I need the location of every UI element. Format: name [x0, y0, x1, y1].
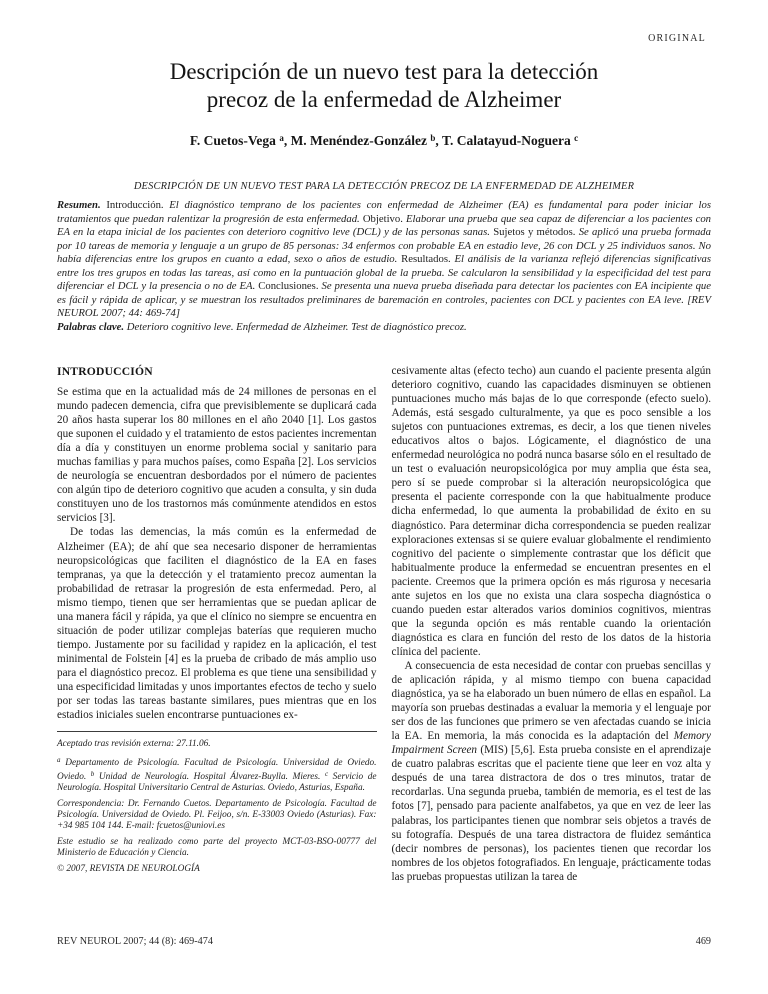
article-title-line1: Descripción de un nuevo test para la detección [169, 59, 599, 84]
page-footer [57, 936, 711, 947]
abstract-section-text: Se aplicó una prueba formada por 10 tareas de memoria y lenguaje a un grupo de 85 personas: 34 enfermos con probable EA en estadio leve, 26 con DCL y 25 individuos sanos. No había diferencias entre los grupos en cuanto a edad, sexo o años de estudio. [57, 226, 711, 265]
abstract-section-head: Introducción. [106, 199, 164, 211]
footnotes-block [57, 731, 377, 875]
footer-citation: REV NEUROL 2007; 44 (8): 469-474 [57, 936, 213, 947]
author-name: T. Calatayud-Noguera [441, 133, 571, 148]
affiliation-text: Departamento de Psicología. Facultad de Psicología. Universidad de Oviedo. Oviedo. [57, 757, 377, 783]
affiliation-sup: a [57, 755, 61, 764]
abstract-section-head: Objetivo. [362, 212, 403, 225]
affiliation-text: Servicio de Neurología. Hospital Universitario Central de Asturias. Oviedo, Asturias, España. [57, 772, 377, 794]
body-paragraph [392, 659, 712, 884]
body-paragraph: cesivamente altas (efecto techo) aun cuando el paciente presenta algún deterioro cognitivo, cuando las capacidades disminuyen se obtienen puntuaciones mucho más bajas de lo que corresponde (efecto suelo). Además, está sesgado culturalmente, ya que es poco sensible a los sujetos con puntuaciones extremas, es decir, a los que tienen niveles educativos altos o bajos. Lógicamente, el diagnóstico de una enfermedad neurológica no podrá nunca basarse sólo en el resultado de un test o evaluación neuropsicológica por muy amplia que ésta sea, pero sí se puede comprobar si la alteración neuropsicológica que presenta el paciente corresponde con la que habitualmente produce dicha enfermedad, lo que aumenta la probabilidad de éxito en su diagnóstico. Para determinar dicha correspondencia se pueden realizar exploraciones extensas si se quiere evaluar globalmente el rendimiento cognitivo del paciente o simplemente contrastar que los déficit que habitualmente produce la enfermedad se encuentran presentes en el paciente. Creemos que la primera opción es más rigurosa y necesaria ante sujetos en los que no exista una clara sospecha diagnóstica o cuando pueden estar alterados varios dominios cognitivos, mientras que la segunda opción es más rentable cuando la orientación diagnóstica es clara en función del resto de los datos de la historia clínica del paciente. [391, 365, 711, 658]
footnote-accepted-date: Aceptado tras revisión externa: 27.11.06. [57, 739, 211, 750]
affiliation-sup: c [324, 770, 329, 779]
abstract-section-head: Conclusiones. [258, 280, 319, 292]
abstract-label: Resumen. [57, 199, 101, 211]
author-affiliation-sup: b [430, 133, 436, 143]
body-paragraph: Se estima que en la actualidad más de 24 millones de personas en el mundo padecen demencia, cifra que previsiblemente se duplicará cada 20 años hasta superar los 80 millones en el año 2040 [1]. Los gastos que suponen el cuidado y el tratamiento de estos pacientes incrementan día a día y constituyen un enorme problema social y sanitario para muchas familias y para muchos países, como España [2]. Los servicios de neurología se encuentran desbordados por el número de pacientes con algún tipo de deterioro cognitivo que acuden a consulta, y sin duda constituyen uno de los trastornos más comúnmente atendidos en estos servicios [3]. [57, 386, 377, 525]
keywords-text: Deterioro cognitivo leve. Enfermedad de Alzheimer. Test de diagnóstico precoz. [126, 320, 467, 333]
abstract-section-text: Elaborar una prueba que sea capaz de diferenciar a los pacientes con EA en la etapa inicial de los pacientes con deterioro cognitivo leve (DCL) y de las personas sanas. [57, 212, 712, 238]
section-heading-introduccion: INTRODUCCIÓN [57, 365, 153, 378]
body-text: (MIS) [5,6]. Esta prueba consiste en el aprendizaje de cuatro palabras escritas que el paciente tiene que leer en voz alta y después de una tarea distractora de dos o tres minutos, tratar de recordarlas. Una segunda prueba, también de memoria, es el test de las fotos [7], pensado para paciente analfabetos, ya que en vez de leer las palabras, los participantes tienen que nombrar seis objetos a través de su fotografía. Después de una tarea distractora de fluidez semántica (decir nombres de personas), los pacientes tienen que recordar los nombres de los objetos fotografiados. En lenguaje, prácticamente todas las pruebas propuestas utilizan la tarea de [391, 744, 711, 883]
keywords-label: Palabras clave. [57, 320, 125, 333]
article-title-line2: precoz de la enfermedad de Alzheimer [206, 86, 562, 112]
two-column-body [57, 364, 711, 884]
abstract-block [57, 199, 711, 334]
author-separator: , [435, 133, 439, 148]
body-paragraph: De todas las demencias, la más común es la enfermedad de Alzheimer (EA); de ahí que sea necesario disponer de herramientas neuropsicológicas que faciliten el diagnóstico de la EA en fases tempranas, ya que la detección y el tratamiento precoz aumentan la probabilidad de retrasar la progresión de esta enfermedad. Pero, al mismo tiempo, tienen que ser herramientas que se puedan aplicar de una manera fácil y rápida, ya que el clínico no siempre se encuentra en situación de poder utilizar complejas baterías que requieren mucho tiempo. Justamente por su facilidad y rapidez en la aplicación, el test minimental de Folstein [4] es la prueba de cribado de más amplio uso para el diagnóstico precoz. El problema es que tiene una sensibilidad y una especificidad limitadas y unos importantes efectos de techo y suelo por ser todas las tareas bastante similares, pues mientras que en los estadios iniciales suelen encontrarse puntuaciones ex- [57, 526, 377, 722]
article-type-label: ORIGINAL [648, 33, 706, 44]
italic-term: Memory Impairment Screen [391, 730, 711, 757]
left-column [57, 364, 377, 884]
footnote-correspondence: Correspondencia: Dr. Fernando Cuetos. Departamento de Psicología. Facultad de Psicología. Universidad de Oviedo. Pl. Feijoo, s/n. E-33003 Oviedo (Asturias). Fax: +34 985 104 144. E-mail: fcuetos@uniovi.es [57, 798, 377, 832]
authors-line [0, 133, 768, 149]
abstract-section-head: Resultados. [401, 253, 451, 265]
right-column [392, 364, 712, 884]
abstract-section-head: Sujetos y métodos. [493, 226, 576, 238]
author-name: F. Cuetos-Vega [189, 133, 276, 148]
footnote-copyright: © 2007, REVISTA DE NEUROLOGÍA [57, 863, 200, 874]
abstract-text [57, 199, 711, 321]
abstract-section-text: Se presenta una nueva prueba diseñada para detectar los pacientes con EA incipiente que es fácil y rápida de aplicar, y se muestran los resultados preliminares de baremación en controles, pacientes con DCL y pacientes con EA leve. [REV NEUROL 2007; 44: 469-74] [57, 280, 711, 319]
author-name: M. Menéndez-González [290, 133, 428, 148]
author-separator: , [283, 133, 288, 148]
abstract-section-text: El diagnóstico temprano de los pacientes con enfermedad de Alzheimer (EA) es fundamental para poder iniciar los tratamientos que puedan ralentizar la progresión de esta enfermedad. [57, 199, 711, 225]
body-text: A consecuencia de esta necesidad de contar con pruebas sencillas y de aplicación rápida, y al mismo tiempo con buena capacidad diagnóstica, ya se ha elaborado un buen número de ellas en español. La mayoría son pruebas destinadas a evaluar la memoria y el lenguaje por ser dos de las funciones que primero se ven afectadas cuando se inicia la EA. En memoria, la más conocida es la adaptación del [391, 659, 711, 743]
keywords-line [57, 321, 711, 335]
page-number: 469 [695, 936, 711, 947]
author-affiliation-sup: c [574, 133, 579, 143]
affiliation-sup: b [90, 770, 95, 779]
affiliation-text: Unidad de Neurología. Hospital Álvarez-Buylla. Mieres. [98, 772, 321, 783]
footnote-funding: Este estudio se ha realizado como parte del proyecto MCT-03-BSO-00777 del Ministerio de Educación y Ciencia. [57, 837, 377, 859]
running-head: DESCRIPCIÓN DE UN NUEVO TEST PARA LA DETECCIÓN PRECOZ DE LA ENFERMEDAD DE ALZHEIMER [133, 181, 635, 192]
abstract-section-text: El análisis de la varianza reflejó diferencias significativas entre los tres grupos en todas las tareas, así como en la puntuación global de la prueba. Se calcularon la sensibilidad y la especificidad del test para diferenciar el DCL y la presencia o no de EA. [57, 253, 712, 292]
author-affiliation-sup: a [279, 133, 284, 143]
footnote-affiliations [57, 755, 377, 795]
article-title [0, 58, 768, 113]
